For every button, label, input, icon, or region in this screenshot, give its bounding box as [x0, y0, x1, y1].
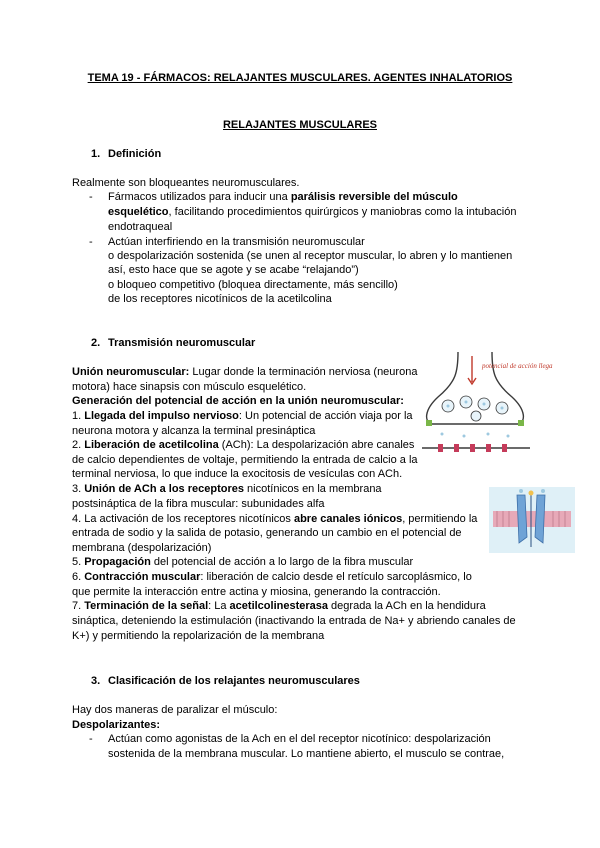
ach-dot: [483, 403, 486, 406]
definition-bullet-1-line-2: esquelético, facilitando procedimientos quirúrgicos y maniobras como la intubación: [108, 206, 517, 218]
definition-bullet-1-line-3: endotraqueal: [108, 221, 173, 233]
section-title: RELAJANTES MUSCULARES: [222, 119, 377, 131]
ion-icon: [529, 491, 534, 496]
ach-dot: [463, 435, 466, 438]
receptor: [438, 444, 443, 452]
step-6-line-2: que permite la interacción entre actina y miosina, generando la contracción.: [72, 586, 441, 598]
bullet-dash: -: [89, 733, 93, 745]
ach-dot: [447, 405, 450, 408]
definition-bullet-1-line-1: Fármacos utilizados para inducir una parálisis reversible del músculo: [108, 191, 458, 203]
receptor: [486, 444, 491, 452]
section-3-heading: Clasificación de los relajantes neuromusculares: [108, 675, 360, 687]
step-4-line-1: 4. La activación de los receptores nicotínicos abre canales iónicos, permitiendo la: [72, 513, 478, 525]
step-2-line-1: 2. Liberación de acetilcolina (ACh): La despolarización abre canales: [72, 439, 415, 451]
action-potential-heading: Generación del potencial de acción en la unión neuromuscular:: [72, 395, 404, 407]
step-2-line-3: terminal nerviosa, lo que induce la exocitosis de vesículas con ACh.: [72, 468, 403, 480]
ach-dot: [487, 433, 490, 436]
step-1-line-2: neurona motora y alcanza la terminal presináptica: [72, 425, 316, 437]
channel: [518, 420, 524, 426]
receptor: [502, 444, 507, 452]
receptor: [470, 444, 475, 452]
section-2-number: 2.: [91, 337, 101, 349]
channel-subunit-right: [535, 495, 545, 543]
step-7-line-2: sináptica, deteniendo la estimulación (inactivando la entrada de Na+ y abriendo canales de: [72, 615, 516, 627]
vesicle: [471, 411, 481, 421]
impulse-arrow-icon: [468, 356, 476, 384]
ach-icon: [541, 489, 545, 493]
depolarizing-heading: Despolarizantes:: [72, 719, 161, 731]
classification-intro: Hay dos maneras de paralizar el músculo:: [72, 704, 278, 716]
depolarizing-bullet-line-2: sostenida de la membrana muscular. Lo mantiene abierto, el musculo se contrae,: [108, 748, 505, 760]
nmj-definition-line-1: Unión neuromuscular: Lugar donde la terminación nerviosa (neurona: [72, 366, 418, 378]
step-7-line-3: K+) y permitiendo la repolarización de la membrana: [72, 630, 325, 642]
ach-dot: [501, 407, 504, 410]
definition-bullet-2-line-4: o bloqueo competitivo (bloquea directamente, más sencillo): [108, 279, 398, 291]
definition-bullet-2-line-3: así, esto hace que se agote y se acabe “relajando”): [108, 264, 359, 276]
vesicles: [442, 396, 508, 421]
step-4-line-3: membrana (despolarización): [72, 542, 212, 554]
receptor: [454, 444, 459, 452]
section-2-heading: Transmisión neuromuscular: [108, 337, 256, 349]
step-3-line-1: 3. Unión de ACh a los receptores nicotínicos en la membrana: [72, 483, 382, 495]
section-1-heading: Definición: [108, 148, 162, 160]
definition-bullet-2-line-2: o despolarización sostenida (se unen al receptor muscular, lo abren y lo mantienen: [108, 250, 513, 262]
nmj-definition-line-2: motora) hace sinapsis con músculo esquelético.: [72, 381, 307, 393]
channel: [426, 420, 432, 426]
bullet-dash: -: [89, 236, 93, 248]
step-5: 5. Propagación del potencial de acción a lo largo de la fibra muscular: [72, 556, 414, 568]
receptor-channel-diagram: [489, 487, 575, 553]
definition-bullet-2-line-5: de los receptores nicotínicos de la acetilcolina: [108, 293, 332, 305]
step-3-line-2: postsináptica de la fibra muscular: subunidades alfa: [72, 498, 325, 510]
section-1-number: 1.: [91, 148, 101, 160]
step-6-line-1: 6. Contracción muscular: liberación de calcio desde el retículo sarcoplásmico, lo: [72, 571, 472, 583]
step-4-line-2: entrada de sodio y la salida de potasio, generando un cambio en el potencial de: [72, 527, 462, 539]
ach-dot: [465, 401, 468, 404]
definition-bullet-2-line-1: Actúan interfiriendo en la transmisión neuromuscular: [108, 236, 365, 248]
ach-dot: [441, 433, 444, 436]
step-7-line-1: 7. Terminación de la señal: La acetilcolinesterasa degrada la ACh en la hendidura: [72, 600, 486, 612]
section-3-number: 3.: [91, 675, 101, 687]
definition-intro: Realmente son bloqueantes neuromusculares.: [72, 177, 300, 189]
document-title: TEMA 19 - FÁRMACOS: RELAJANTES MUSCULARES. AGENTES INHALATORIOS: [87, 72, 513, 84]
step-1-line-1: 1. Llegada del impulso nervioso: Un potencial de acción viaja por la: [72, 410, 413, 422]
synapse-diagram: [418, 352, 553, 472]
figure-label: potencial de acción llega: [482, 362, 553, 370]
ach-icon: [519, 489, 523, 493]
bullet-dash: -: [89, 191, 93, 203]
step-2-line-2: de calcio dependientes de voltaje, permitiendo la entrada de calcio a la: [72, 454, 418, 466]
depolarizing-bullet-line-1: Actúan como agonistas de la Ach en el del receptor nicotínico: despolarización: [108, 733, 491, 745]
ach-dot: [507, 435, 510, 438]
channel-subunit-left: [517, 495, 527, 543]
